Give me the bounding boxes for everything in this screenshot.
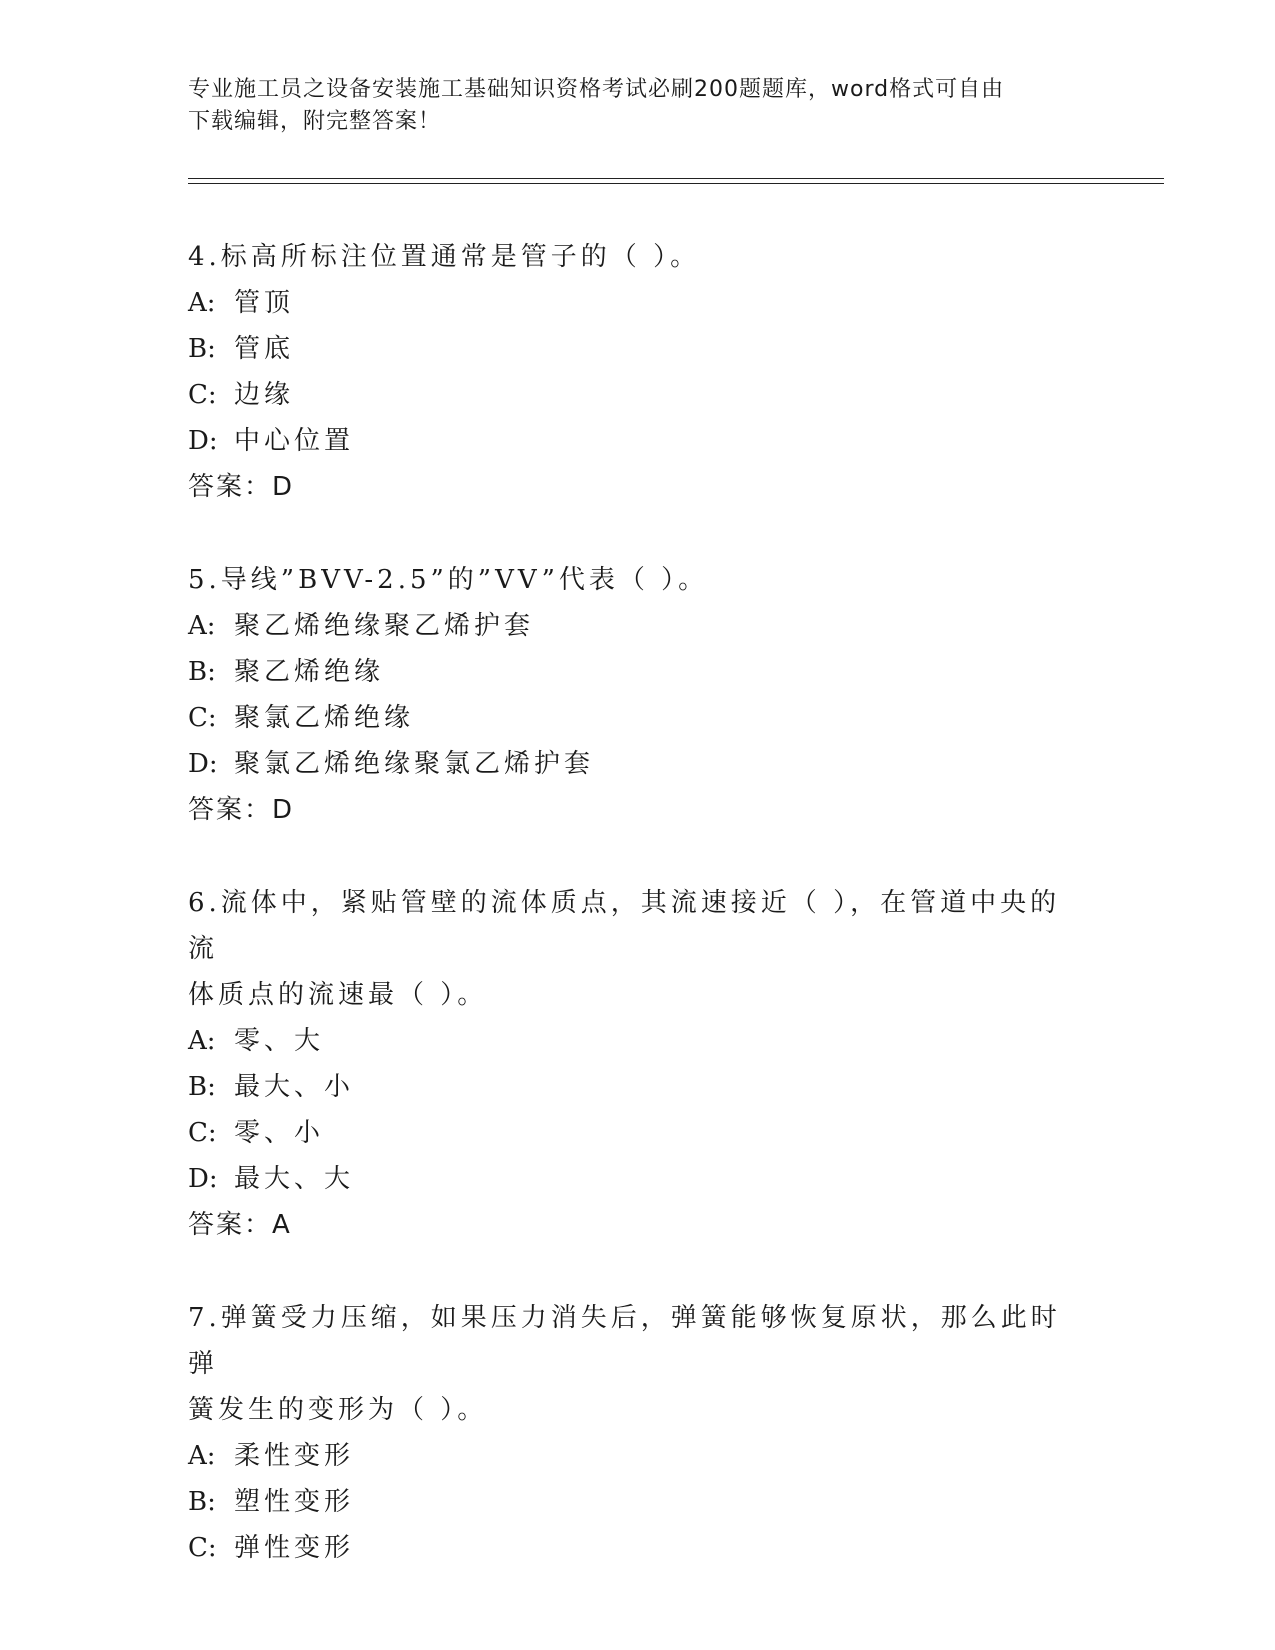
header-title-line-1: 专业施工员之设备安装施工基础知识资格考试必刷200题题库，word格式可自由: [188, 77, 1005, 102]
option-letter: C:: [188, 1118, 217, 1148]
option-text: 中心位置: [234, 426, 355, 456]
option-letter: C:: [188, 1533, 217, 1563]
option-letter: A:: [188, 288, 216, 318]
header-title-line-2: 下载编辑，附完整答案！: [188, 109, 442, 134]
question-4: [188, 234, 1088, 510]
option-letter: C:: [188, 703, 217, 733]
question-stem: 5.导线”BVV-2.5”的”VV”代表（ ）。: [188, 565, 709, 595]
question-stem: 7.弹簧受力压缩，如果压力消失后，弹簧能够恢复原状，那么此时弹: [188, 1303, 1061, 1379]
option-a: [188, 603, 1088, 649]
option-letter: B:: [188, 1487, 216, 1517]
option-b: [188, 1479, 1088, 1525]
question-5: [188, 557, 1088, 833]
option-text: 聚氯乙烯绝缘聚氯乙烯护套: [234, 749, 595, 779]
answer-line: 答案：D: [188, 472, 295, 502]
option-text: 聚乙烯绝缘聚乙烯护套: [234, 611, 535, 641]
question-stem-continued: 簧发生的变形为（ ）。: [188, 1395, 488, 1425]
question-stem: 4.标高所标注位置通常是管子的（ ）。: [188, 242, 701, 272]
option-text: 聚氯乙烯绝缘: [234, 703, 415, 733]
option-text: 最大、小: [234, 1072, 355, 1102]
option-b: [188, 649, 1088, 695]
option-letter: A:: [188, 1441, 216, 1471]
header-divider-top: [188, 178, 1164, 179]
option-a: [188, 280, 1088, 326]
option-d: [188, 418, 1088, 464]
option-letter: B:: [188, 657, 216, 687]
option-letter: A:: [188, 611, 216, 641]
option-text: 柔性变形: [234, 1441, 355, 1471]
question-stem-continued: 体质点的流速最（ ）。: [188, 980, 488, 1010]
header-divider-bottom: [188, 183, 1164, 184]
document-header: [188, 74, 1088, 138]
option-letter: A:: [188, 1026, 216, 1056]
answer-line: 答案：A: [188, 1210, 292, 1240]
option-text: 最大、大: [234, 1164, 355, 1194]
option-a: [188, 1433, 1088, 1479]
question-7: [188, 1295, 1088, 1571]
question-stem: 6.流体中，紧贴管壁的流体质点，其流速接近（ ），在管道中央的流: [188, 888, 1061, 964]
option-text: 零、大: [234, 1026, 325, 1056]
option-c: [188, 695, 1088, 741]
option-c: [188, 372, 1088, 418]
option-letter: D:: [188, 749, 218, 779]
option-c: [188, 1110, 1088, 1156]
option-letter: B:: [188, 1072, 216, 1102]
option-letter: D:: [188, 1164, 218, 1194]
option-text: 聚乙烯绝缘: [234, 657, 385, 687]
option-text: 管顶: [234, 288, 295, 318]
option-letter: D:: [188, 426, 218, 456]
option-d: [188, 1156, 1088, 1202]
option-text: 弹性变形: [234, 1533, 355, 1563]
option-text: 塑性变形: [234, 1487, 355, 1517]
option-b: [188, 326, 1088, 372]
option-a: [188, 1018, 1088, 1064]
option-c: [188, 1525, 1088, 1571]
answer-line: 答案：D: [188, 795, 295, 825]
question-list: [188, 234, 1088, 1618]
option-d: [188, 741, 1088, 787]
option-text: 零、小: [234, 1118, 325, 1148]
option-b: [188, 1064, 1088, 1110]
question-6: [188, 880, 1088, 1248]
option-text: 管底: [234, 334, 295, 364]
option-text: 边缘: [234, 380, 295, 410]
option-letter: B:: [188, 334, 216, 364]
option-letter: C:: [188, 380, 217, 410]
